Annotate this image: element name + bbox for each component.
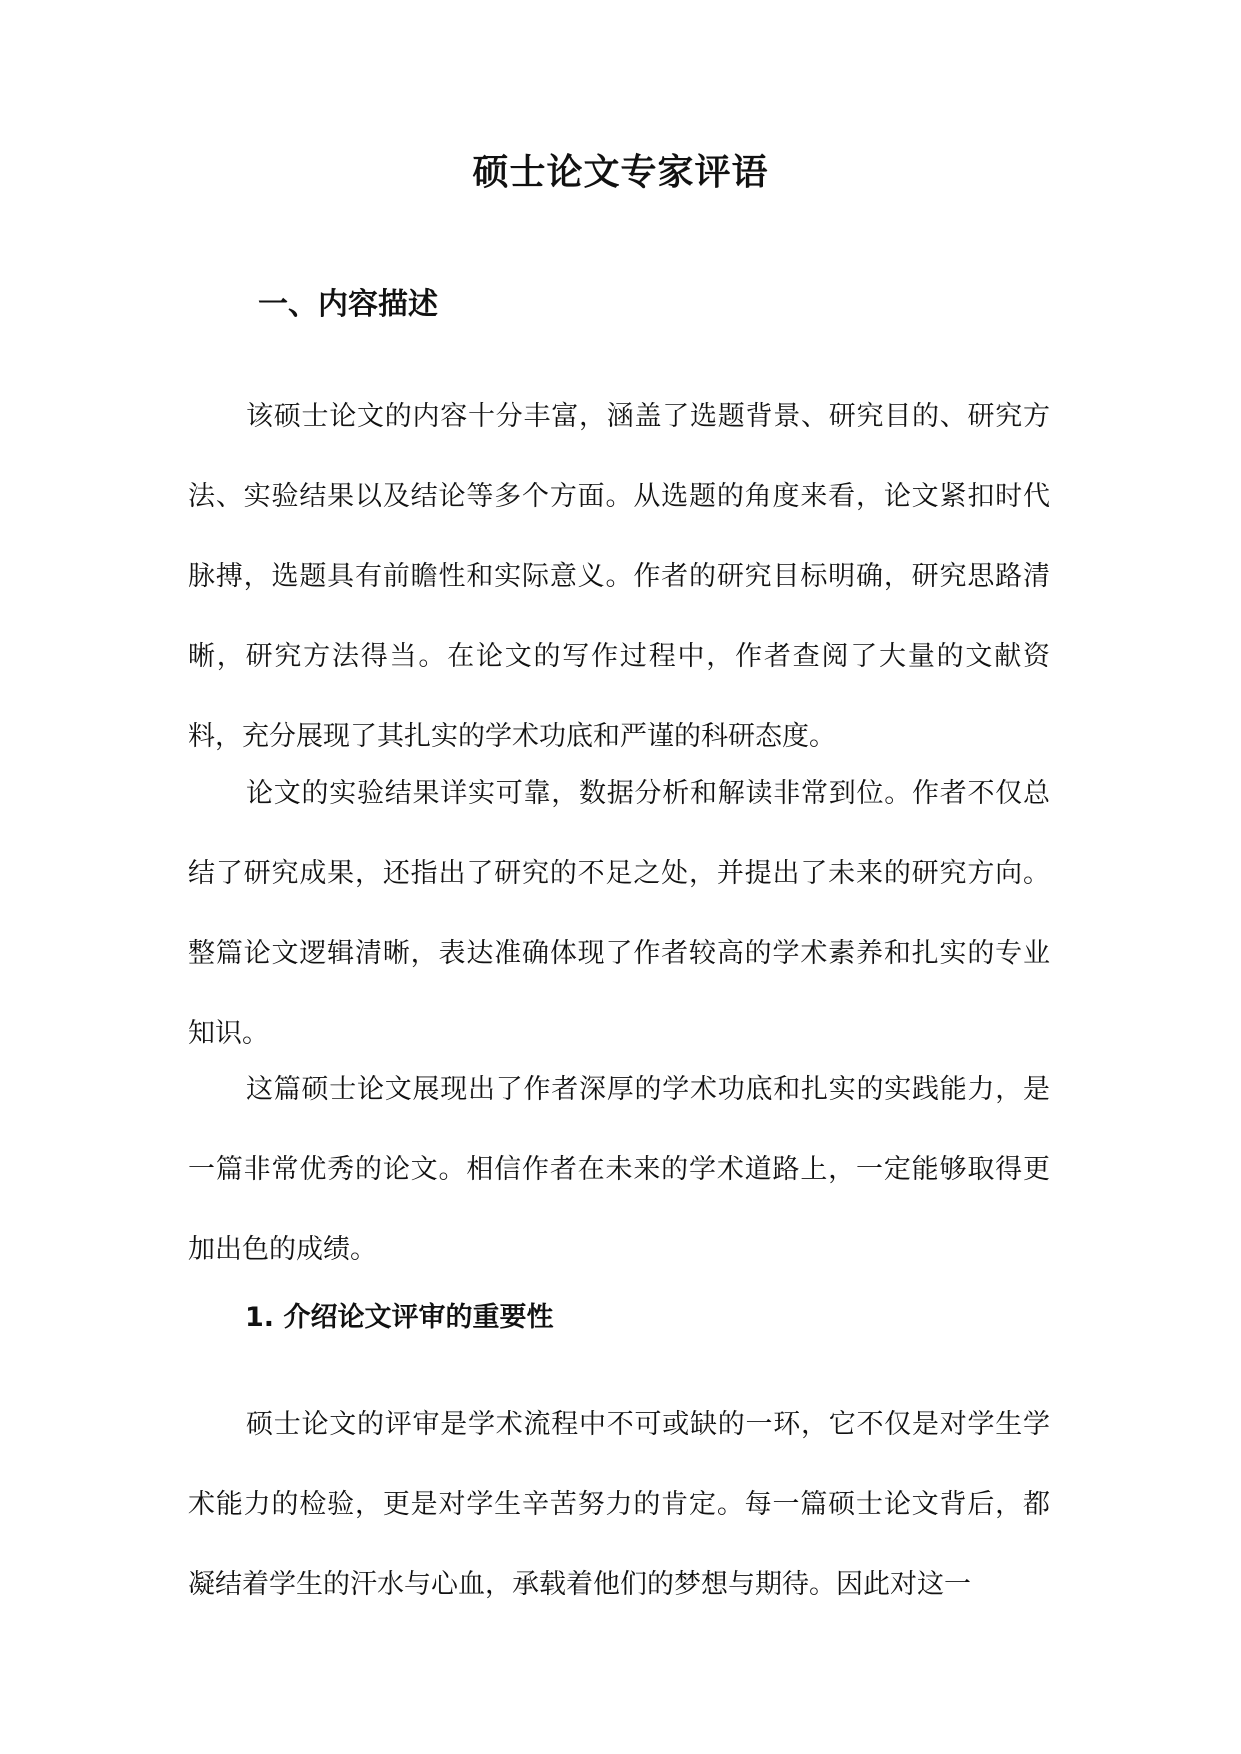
paragraph-overall-evaluation: 这篇硕士论文展现出了作者深厚的学术功底和扎实的实践能力，是一篇非常优秀的论文。相信作者在未来的学术道路上，一定能够取得更加出色的成绩。 <box>188 1074 1050 1265</box>
paragraph-content-overview: 该硕士论文的内容十分丰富，涵盖了选题背景、研究目的、研究方法、实验结果以及结论等多个方面。从选题的角度来看，论文紧扣时代脉搏，选题具有前瞻性和实际意义。作者的研究目标明确，研究思路清晰，研究方法得当。在论文的写作过程中，作者查阅了大量的文献资料，充分展现了其扎实的学术功底和严谨的科研态度。 <box>188 401 1050 752</box>
paragraph-results-analysis: 论文的实验结果详实可靠，数据分析和解读非常到位。作者不仅总结了研究成果，还指出了研究的不足之处，并提出了未来的研究方向。整篇论文逻辑清晰，表达准确体现了作者较高的学术素养和扎实的专业知识。 <box>188 778 1050 1049</box>
subsection-heading-review-importance: 1. 介绍论文评审的重要性 <box>245 1302 554 1333</box>
section-heading-content-description: 一、内容描述 <box>258 287 438 322</box>
paragraph-review-importance: 硕士论文的评审是学术流程中不可或缺的一环，它不仅是对学生学术能力的检验，更是对学生辛苦努力的肯定。每一篇硕士论文背后，都凝结着学生的汗水与心血，承载着他们的梦想与期待。因此对这一 <box>188 1409 1050 1600</box>
document-title: 硕士论文专家评语 <box>472 152 769 193</box>
